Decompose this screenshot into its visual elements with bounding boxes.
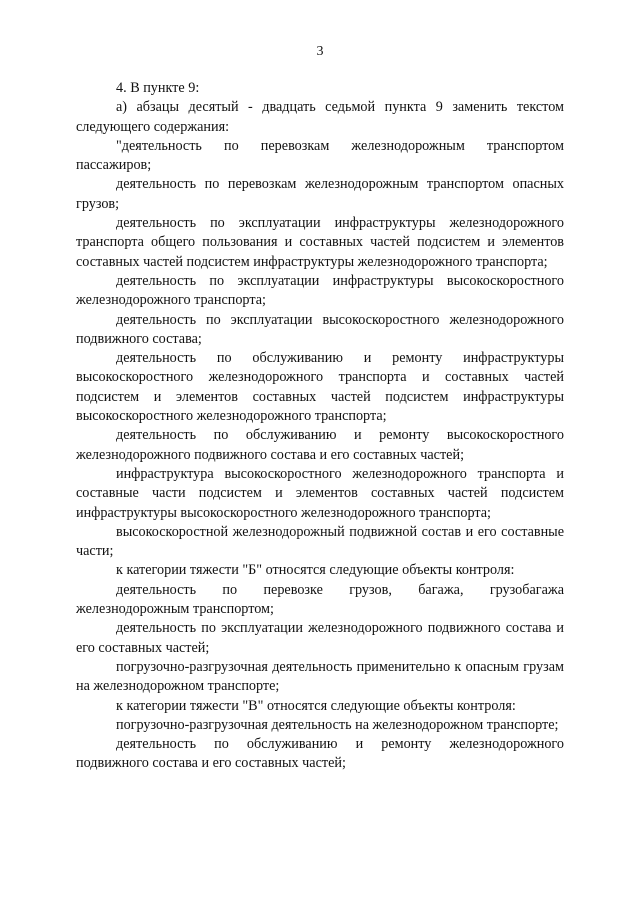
paragraph-rolling-stock-operation: деятельность по эксплуатации железнодорожного подвижного состава и его составных частей; [76,620,564,656]
paragraph-item-4-heading: 4. В пункте 9: [116,80,200,96]
paragraph-passenger-transport: "деятельность по перевозкам железнодорожным транспортом пассажиров; [76,137,564,174]
paragraph-highspeed-infrastructure-operation: деятельность по эксплуатации инфраструктуры высокоскоростного железнодорожного транспорта; [76,272,564,309]
paragraph-dangerous-goods-handling: погрузочно-разгрузочная деятельность применительно к опасным грузам на железнодорожном транспорте; [76,658,564,695]
paragraph-highspeed-rolling-stock-operation: деятельность по эксплуатации высокоскоростного железнодорожного подвижного состава; [76,311,564,347]
paragraph-category-v-heading: к категории тяжести "В" относятся следующие объекты контроля: [116,697,516,714]
paragraph-subitem-a: а) абзацы десятый - двадцать седьмой пункта 9 заменить текстом следующего содержания: [76,99,564,135]
paragraph-rolling-stock-maintenance: деятельность по обслуживанию и ремонту железнодорожного подвижного состава и его составных частей; [76,736,564,772]
paragraph-cargo-transport: деятельность по перевозке грузов, багажа, грузобагажа железнодорожным транспортом; [76,581,564,618]
paragraph-highspeed-infrastructure-maintenance: деятельность по обслуживанию и ремонту инфраструктуры высокоскоростного железнодорожного транспорта и составных частей подсистем и элементов составных частей подсистем инфраструктуры высокоскоростного железнодорожного транспорта; [76,350,564,425]
paragraph-highspeed-rolling-stock-maintenance: деятельность по обслуживанию и ремонту высокоскоростного железнодорожного подвижного состава и его составных частей; [76,427,564,463]
paragraph-highspeed-rolling-stock: высокоскоростной железнодорожный подвижной состав и его составные части; [76,523,564,560]
paragraph-highspeed-infrastructure: инфраструктура высокоскоростного железнодорожного транспорта и составные части подсистем и элементов составных частей подсистем инфраструктуры высокоскоростного железнодорожного транспорта; [76,465,564,521]
paragraph-loading-unloading: погрузочно-разгрузочная деятельность на железнодорожном транспорте; [116,716,559,733]
document-body [76,79,564,774]
page-number: 3 [316,44,324,59]
paragraph-dangerous-goods-transport: деятельность по перевозкам железнодорожным транспортом опасных грузов; [76,176,564,212]
paragraph-category-b-heading: к категории тяжести "Б" относятся следующие объекты контроля: [116,562,515,579]
paragraph-infrastructure-operation: деятельность по эксплуатации инфраструктуры железнодорожного транспорта общего пользования и составных частей подсистем и элементов составных частей подсистем инфраструктуры железнодорожного транспорта; [76,215,564,270]
